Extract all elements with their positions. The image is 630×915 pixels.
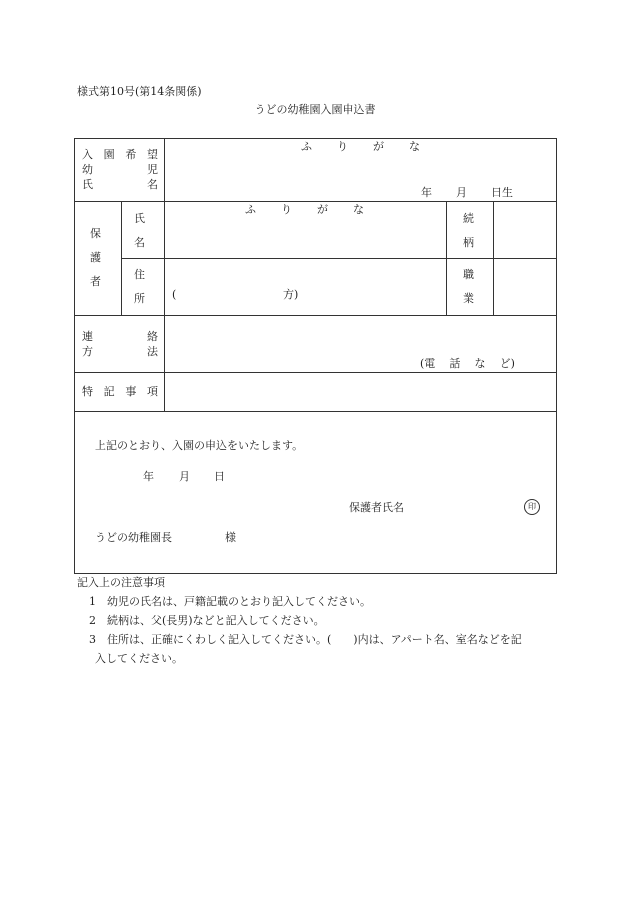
row-divider bbox=[75, 201, 556, 202]
relation-label-1: 続 bbox=[463, 212, 474, 225]
row-divider bbox=[75, 411, 556, 412]
row-divider bbox=[75, 315, 556, 316]
column-divider bbox=[121, 201, 122, 315]
child-label-line2: 幼 児 bbox=[82, 163, 158, 176]
column-divider bbox=[493, 201, 494, 315]
guardian-label-3: 者 bbox=[90, 275, 101, 288]
guardian-name-signature-label: 保護者氏名 bbox=[349, 501, 404, 514]
note-item: 2 続柄は、父(長男)などと記入してください。 bbox=[89, 614, 325, 627]
declaration-statement: 上記のとおり、入園の申込をいたします。 bbox=[95, 439, 304, 452]
date-year-label: 年 bbox=[143, 470, 154, 483]
column-divider bbox=[446, 201, 447, 315]
addressee-honorific: 様 bbox=[225, 531, 236, 544]
guardian-label-2: 護 bbox=[90, 251, 101, 264]
guardian-furigana-hint: ふ り が な bbox=[245, 203, 364, 216]
guardian-name-label-1: 氏 bbox=[134, 212, 145, 225]
child-label-line1: 入 園 希 望 bbox=[82, 148, 158, 161]
relation-label-2: 柄 bbox=[463, 236, 474, 249]
occupation-label-1: 職 bbox=[463, 268, 474, 281]
column-divider bbox=[164, 139, 165, 411]
address-label-2: 所 bbox=[134, 292, 145, 305]
care-of-open: ( bbox=[172, 288, 177, 301]
guardian-label-1: 保 bbox=[90, 227, 101, 240]
remarks-label: 特 記 事 項 bbox=[82, 385, 158, 398]
seal-mark: 印 bbox=[524, 499, 540, 515]
row-divider bbox=[121, 258, 556, 259]
contact-label-line2: 方 法 bbox=[82, 345, 158, 358]
child-furigana-hint: ふ り が な bbox=[301, 140, 420, 153]
birth-month-label: 月 bbox=[456, 186, 467, 199]
occupation-label-2: 業 bbox=[463, 292, 474, 305]
child-label-line3: 氏 名 bbox=[82, 178, 158, 191]
address-label-1: 住 bbox=[134, 268, 145, 281]
note-item-continued: 入してください。 bbox=[95, 652, 183, 665]
birth-day-label: 日生 bbox=[491, 186, 513, 199]
note-item: 1 幼児の氏名は、戸籍記載のとおり記入してください。 bbox=[89, 595, 371, 608]
date-month-label: 月 bbox=[179, 470, 190, 483]
phone-hint: (電 話 な ど) bbox=[420, 357, 515, 370]
notes-title: 記入上の注意事項 bbox=[77, 576, 165, 589]
addressee: うどの幼稚園長 bbox=[95, 531, 172, 544]
form-number: 様式第10号(第14条関係) bbox=[77, 85, 202, 98]
birth-year-label: 年 bbox=[421, 186, 432, 199]
date-day-label: 日 bbox=[214, 470, 225, 483]
contact-label-line1: 連 絡 bbox=[82, 330, 158, 343]
guardian-name-label-2: 名 bbox=[134, 236, 145, 249]
form-title: うどの幼稚園入園申込書 bbox=[254, 103, 376, 116]
row-divider bbox=[75, 372, 556, 373]
care-of-close: 方) bbox=[283, 288, 299, 301]
note-item: 3 住所は、正確にくわしく記入してください。( )内は、アパート名、室名などを記 bbox=[89, 633, 522, 646]
